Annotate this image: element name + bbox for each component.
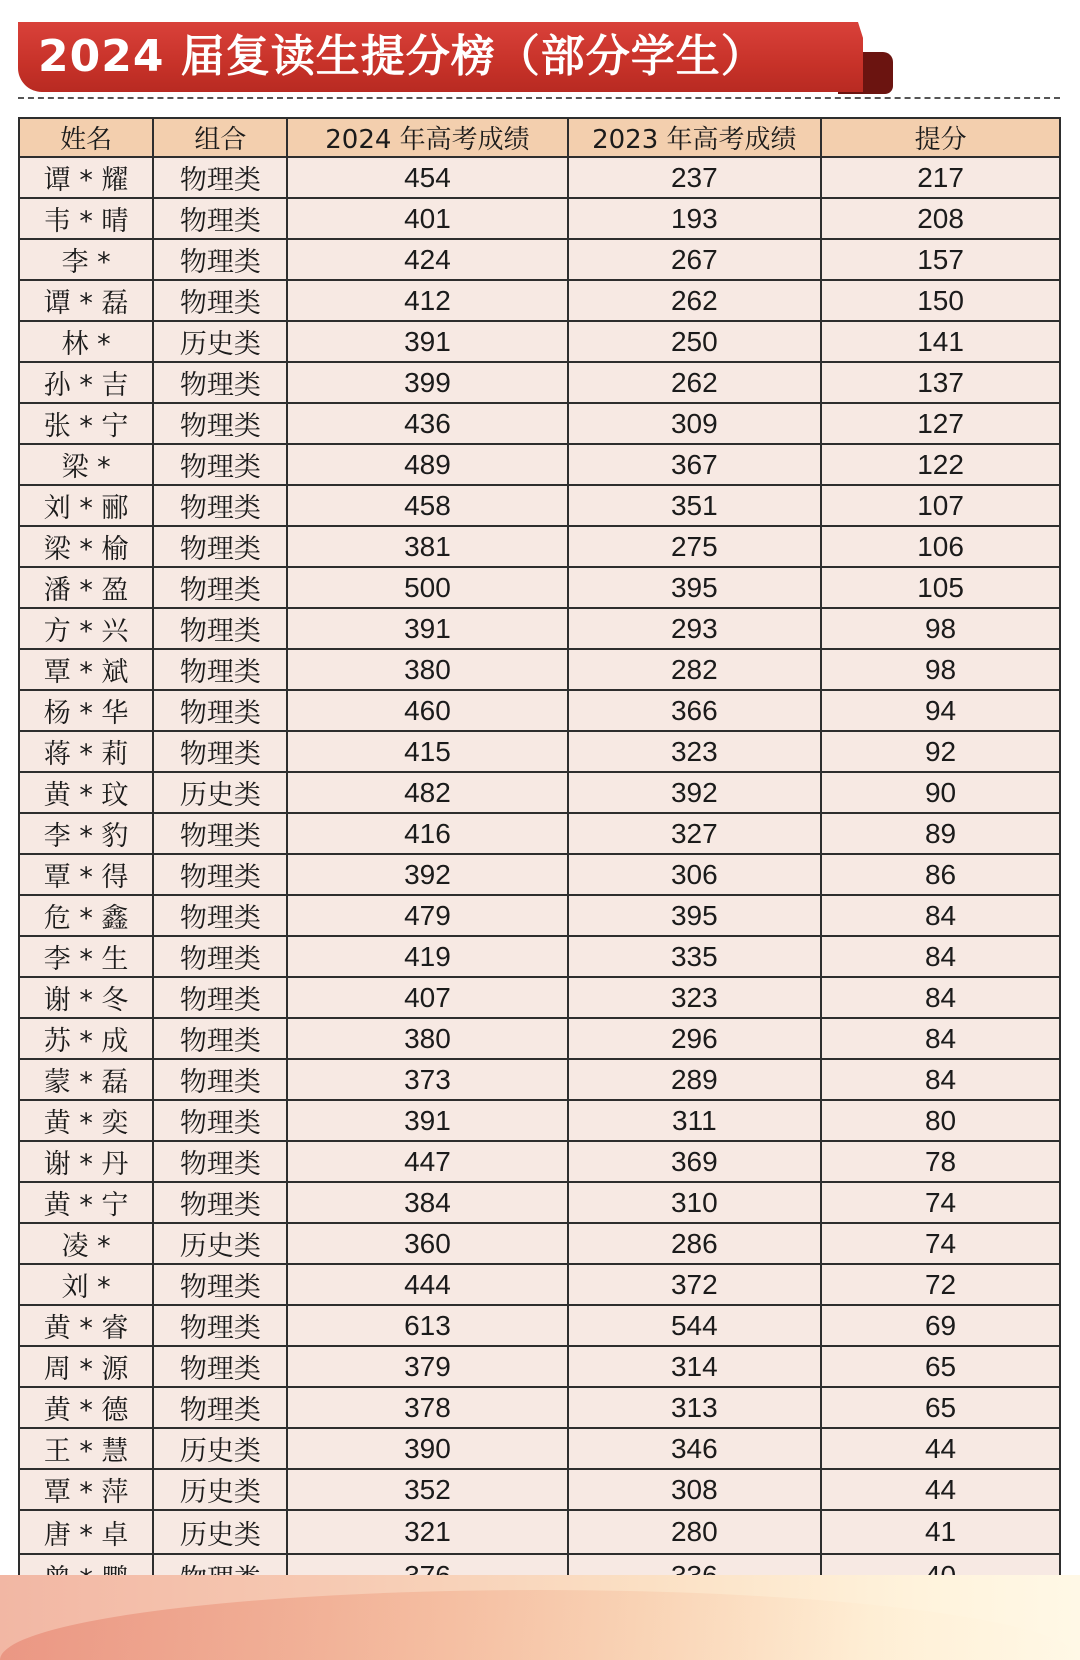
cell-group: 物理类 [153,813,287,854]
column-header-name: 姓名 [19,118,153,157]
cell-name: 黄 * 奕 [19,1100,153,1141]
cell-score-2024: 436 [287,403,567,444]
cell-score-2023: 346 [568,1428,822,1469]
cell-improvement: 107 [821,485,1060,526]
cell-group: 历史类 [153,1510,287,1554]
cell-group: 物理类 [153,280,287,321]
cell-group: 物理类 [153,1059,287,1100]
cell-improvement: 127 [821,403,1060,444]
table-row [19,895,1060,936]
cell-name: 蒋 * 莉 [19,731,153,772]
cell-name: 谢 * 冬 [19,977,153,1018]
cell-score-2023: 311 [568,1100,822,1141]
cell-group: 物理类 [153,485,287,526]
cell-score-2024: 444 [287,1264,567,1305]
cell-score-2023: 289 [568,1059,822,1100]
table-row [19,1100,1060,1141]
cell-improvement: 86 [821,854,1060,895]
table-row [19,280,1060,321]
cell-name: 刘 * [19,1264,153,1305]
column-header-score-2023: 2023 年高考成绩 [568,118,822,157]
table-row [19,567,1060,608]
cell-score-2023: 309 [568,403,822,444]
cell-name: 黄 * 德 [19,1387,153,1428]
cell-name: 杨 * 华 [19,690,153,731]
cell-score-2024: 384 [287,1182,567,1223]
cell-name: 覃 * 得 [19,854,153,895]
table-row [19,1141,1060,1182]
table-row [19,1059,1060,1100]
cell-group: 物理类 [153,1346,287,1387]
cell-score-2023: 237 [568,157,822,198]
cell-improvement: 84 [821,977,1060,1018]
table-row [19,813,1060,854]
cell-name: 方 * 兴 [19,608,153,649]
cell-score-2024: 379 [287,1346,567,1387]
cell-improvement: 84 [821,1018,1060,1059]
cell-score-2023: 544 [568,1305,822,1346]
cell-score-2024: 390 [287,1428,567,1469]
cell-improvement: 72 [821,1264,1060,1305]
cell-improvement: 141 [821,321,1060,362]
cell-score-2024: 489 [287,444,567,485]
cell-group: 物理类 [153,854,287,895]
cell-group: 物理类 [153,444,287,485]
score-improvement-table [18,117,1061,1643]
cell-improvement: 44 [821,1428,1060,1469]
cell-score-2024: 447 [287,1141,567,1182]
table-row [19,608,1060,649]
cell-name: 覃 * 萍 [19,1469,153,1510]
table-row [19,1387,1060,1428]
cell-name: 孙 * 吉 [19,362,153,403]
cell-name: 蒙 * 磊 [19,1059,153,1100]
table-row [19,157,1060,198]
cell-score-2024: 392 [287,854,567,895]
cell-name: 危 * 鑫 [19,895,153,936]
cell-group: 物理类 [153,1100,287,1141]
cell-name: 韦 * 晴 [19,198,153,239]
cell-group: 历史类 [153,1469,287,1510]
cell-score-2023: 323 [568,731,822,772]
table-row [19,1223,1060,1264]
cell-improvement: 89 [821,813,1060,854]
cell-score-2023: 323 [568,977,822,1018]
cell-score-2024: 391 [287,608,567,649]
cell-group: 物理类 [153,690,287,731]
cell-score-2023: 280 [568,1510,822,1554]
cell-score-2023: 286 [568,1223,822,1264]
cell-group: 物理类 [153,239,287,280]
cell-score-2024: 460 [287,690,567,731]
cell-score-2023: 369 [568,1141,822,1182]
cell-score-2024: 321 [287,1510,567,1554]
cell-improvement: 217 [821,157,1060,198]
cell-score-2023: 335 [568,936,822,977]
cell-name: 凌 * [19,1223,153,1264]
cell-group: 物理类 [153,526,287,567]
cell-group: 物理类 [153,895,287,936]
cell-score-2024: 391 [287,321,567,362]
cell-group: 物理类 [153,1182,287,1223]
cell-group: 物理类 [153,567,287,608]
cell-score-2024: 482 [287,772,567,813]
cell-name: 王 * 慧 [19,1428,153,1469]
cell-improvement: 106 [821,526,1060,567]
cell-improvement: 84 [821,895,1060,936]
table-row [19,977,1060,1018]
cell-improvement: 44 [821,1469,1060,1510]
dashed-divider [18,97,1060,99]
cell-group: 物理类 [153,1387,287,1428]
cell-score-2024: 378 [287,1387,567,1428]
cell-group: 历史类 [153,1428,287,1469]
cell-group: 历史类 [153,772,287,813]
cell-group: 物理类 [153,1018,287,1059]
cell-score-2023: 308 [568,1469,822,1510]
table-row [19,1018,1060,1059]
cell-name: 林 * [19,321,153,362]
cell-improvement: 74 [821,1223,1060,1264]
cell-score-2024: 424 [287,239,567,280]
cell-name: 苏 * 成 [19,1018,153,1059]
cell-score-2023: 293 [568,608,822,649]
cell-improvement: 150 [821,280,1060,321]
table-row [19,362,1060,403]
table-row [19,1182,1060,1223]
cell-score-2023: 282 [568,649,822,690]
table-row [19,731,1060,772]
cell-name: 唐 * 卓 [19,1510,153,1554]
column-header-improvement: 提分 [821,118,1060,157]
page-title: 2024 届复读生提分榜（部分学生） [38,31,766,82]
cell-score-2024: 419 [287,936,567,977]
cell-score-2023: 275 [568,526,822,567]
cell-improvement: 69 [821,1305,1060,1346]
cell-score-2023: 262 [568,280,822,321]
cell-group: 物理类 [153,1141,287,1182]
cell-group: 物理类 [153,649,287,690]
cell-group: 物理类 [153,362,287,403]
cell-score-2024: 352 [287,1469,567,1510]
cell-name: 谭 * 耀 [19,157,153,198]
table-header-row [19,118,1060,157]
cell-improvement: 65 [821,1387,1060,1428]
cell-name: 李 * [19,239,153,280]
cell-name: 梁 * 榆 [19,526,153,567]
cell-improvement: 65 [821,1346,1060,1387]
table-row [19,772,1060,813]
cell-score-2024: 380 [287,649,567,690]
cell-score-2023: 296 [568,1018,822,1059]
cell-improvement: 208 [821,198,1060,239]
column-header-score-2024: 2024 年高考成绩 [287,118,567,157]
cell-score-2024: 407 [287,977,567,1018]
cell-group: 物理类 [153,731,287,772]
cell-score-2024: 613 [287,1305,567,1346]
table-row [19,526,1060,567]
cell-score-2023: 193 [568,198,822,239]
cell-name: 黄 * 宁 [19,1182,153,1223]
cell-name: 潘 * 盈 [19,567,153,608]
table-row [19,936,1060,977]
cell-score-2024: 380 [287,1018,567,1059]
table-row [19,649,1060,690]
cell-score-2023: 366 [568,690,822,731]
cell-score-2024: 454 [287,157,567,198]
table-row [19,854,1060,895]
cell-score-2023: 351 [568,485,822,526]
table-row [19,321,1060,362]
cell-score-2024: 399 [287,362,567,403]
cell-group: 物理类 [153,977,287,1018]
cell-name: 李 * 豹 [19,813,153,854]
cell-name: 周 * 源 [19,1346,153,1387]
table-body [19,157,1060,1642]
cell-name: 刘 * 郦 [19,485,153,526]
table-row [19,198,1060,239]
cell-group: 物理类 [153,157,287,198]
cell-name: 黄 * 玟 [19,772,153,813]
cell-score-2023: 306 [568,854,822,895]
table-row [19,1305,1060,1346]
table-row [19,690,1060,731]
cell-score-2024: 391 [287,1100,567,1141]
cell-improvement: 41 [821,1510,1060,1554]
cell-improvement: 84 [821,1059,1060,1100]
cell-score-2023: 250 [568,321,822,362]
cell-improvement: 98 [821,649,1060,690]
cell-name: 谭 * 磊 [19,280,153,321]
cell-improvement: 98 [821,608,1060,649]
cell-score-2023: 314 [568,1346,822,1387]
cell-name: 黄 * 睿 [19,1305,153,1346]
table-row [19,1264,1060,1305]
cell-score-2024: 360 [287,1223,567,1264]
cell-name: 李 * 生 [19,936,153,977]
cell-name: 张 * 宁 [19,403,153,444]
cell-improvement: 90 [821,772,1060,813]
cell-score-2024: 381 [287,526,567,567]
cell-group: 历史类 [153,1223,287,1264]
cell-name: 谢 * 丹 [19,1141,153,1182]
cell-score-2023: 395 [568,567,822,608]
cell-score-2024: 415 [287,731,567,772]
cell-improvement: 78 [821,1141,1060,1182]
cell-score-2023: 395 [568,895,822,936]
cell-score-2023: 267 [568,239,822,280]
cell-score-2024: 458 [287,485,567,526]
cell-improvement: 92 [821,731,1060,772]
cell-group: 物理类 [153,1264,287,1305]
cell-name: 梁 * [19,444,153,485]
cell-group: 物理类 [153,1305,287,1346]
table-row [19,444,1060,485]
cell-score-2024: 401 [287,198,567,239]
cell-improvement: 74 [821,1182,1060,1223]
table-row [19,1510,1060,1554]
cell-score-2023: 367 [568,444,822,485]
title-banner [18,22,873,92]
cell-group: 物理类 [153,936,287,977]
cell-score-2023: 313 [568,1387,822,1428]
cell-improvement: 122 [821,444,1060,485]
table-row [19,485,1060,526]
cell-score-2024: 412 [287,280,567,321]
cell-group: 物理类 [153,403,287,444]
cell-score-2023: 262 [568,362,822,403]
cell-improvement: 80 [821,1100,1060,1141]
cell-improvement: 84 [821,936,1060,977]
cell-improvement: 137 [821,362,1060,403]
cell-group: 物理类 [153,608,287,649]
column-header-group: 组合 [153,118,287,157]
cell-score-2024: 479 [287,895,567,936]
table-row [19,1469,1060,1510]
cell-score-2023: 372 [568,1264,822,1305]
cell-improvement: 105 [821,567,1060,608]
cell-score-2023: 327 [568,813,822,854]
cell-name: 覃 * 斌 [19,649,153,690]
cell-score-2024: 373 [287,1059,567,1100]
cell-score-2023: 392 [568,772,822,813]
table-row [19,403,1060,444]
cell-group: 物理类 [153,198,287,239]
table-row [19,1428,1060,1469]
cell-score-2024: 500 [287,567,567,608]
cell-group: 历史类 [153,321,287,362]
table-row [19,1346,1060,1387]
cell-score-2024: 416 [287,813,567,854]
table-row [19,239,1060,280]
cell-improvement: 157 [821,239,1060,280]
cell-improvement: 94 [821,690,1060,731]
cell-score-2023: 310 [568,1182,822,1223]
